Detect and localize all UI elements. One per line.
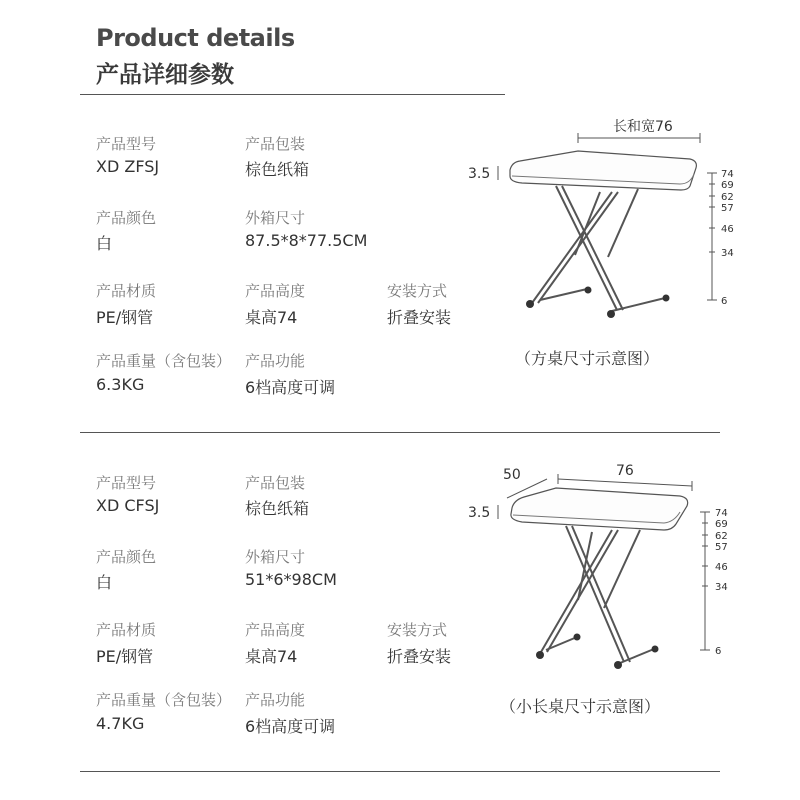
install-value: 折叠安装 [387,647,452,666]
scale-label: 57 [721,203,734,214]
install-label: 安装方式 [387,621,448,639]
thickness-label: 3.5 [468,505,491,521]
square-table-diagram [468,119,734,318]
box-size-label: 外箱尺寸 [245,548,306,566]
material-value: PE/钢管 [96,308,154,327]
scale-label: 69 [721,180,734,191]
scale-label: 62 [715,531,728,542]
page-title-en: Product details [96,24,295,52]
width-dimension-label: 50 [503,467,521,483]
scale-label: 34 [721,248,734,259]
package-label: 产品包装 [245,135,306,153]
box-size-value: 51*6*98CM [245,570,337,589]
package-label: 产品包装 [245,474,306,492]
color-value: 白 [96,234,113,253]
tabletop [510,151,696,190]
height-label: 产品高度 [245,621,306,639]
scale-label: 46 [715,562,728,573]
function-label: 产品功能 [245,691,306,709]
model-value: XD CFSJ [96,496,160,515]
model-label: 产品型号 [96,474,157,492]
scale-label: 6 [715,646,722,657]
thickness-label: 3.5 [468,166,491,182]
scale-label: 74 [715,508,728,519]
small-long-table-caption: （小长桌尺寸示意图） [500,697,661,716]
material-value: PE/钢管 [96,647,154,666]
tabletop [511,488,688,530]
function-value: 6档高度可调 [245,378,336,397]
length-dimension-line [558,479,692,486]
weight-value: 6.3KG [96,375,145,394]
square-table-caption: （方桌尺寸示意图） [515,349,660,368]
height-label: 产品高度 [245,282,306,300]
scale-label: 62 [721,192,734,203]
height-value: 桌高74 [245,647,298,666]
scale-label: 57 [715,542,728,553]
function-label: 产品功能 [245,352,306,370]
function-value: 6档高度可调 [245,717,336,736]
color-label: 产品颜色 [96,209,157,227]
package-value: 棕色纸箱 [245,499,310,518]
table-legs [541,526,654,663]
small-long-table-diagram [468,463,728,669]
weight-value: 4.7KG [96,714,145,733]
scale-label: 74 [721,169,734,180]
scale-label: 69 [715,519,728,530]
model-label: 产品型号 [96,135,157,153]
box-size-label: 外箱尺寸 [245,209,306,227]
height-value: 桌高74 [245,308,298,327]
scale-label: 46 [721,224,734,235]
height-scale [700,508,728,657]
top-dimension-label: 长和宽76 [613,119,673,135]
scale-label: 6 [721,296,728,307]
length-dimension-label: 76 [616,463,634,479]
box-size-value: 87.5*8*77.5CM [245,231,368,250]
material-label: 产品材质 [96,621,157,639]
material-label: 产品材质 [96,282,157,300]
height-scale [707,169,734,307]
color-label: 产品颜色 [96,548,157,566]
scale-label: 34 [715,582,728,593]
page-title-cn: 产品详细参数 [96,62,234,88]
weight-label: 产品重量（含包装） [96,691,232,709]
install-label: 安装方式 [387,282,448,300]
package-value: 棕色纸箱 [245,160,310,179]
model-value: XD ZFSJ [96,157,160,176]
weight-label: 产品重量（含包装） [96,352,232,370]
color-value: 白 [96,573,113,592]
install-value: 折叠安装 [387,308,452,327]
table-legs [532,186,665,311]
